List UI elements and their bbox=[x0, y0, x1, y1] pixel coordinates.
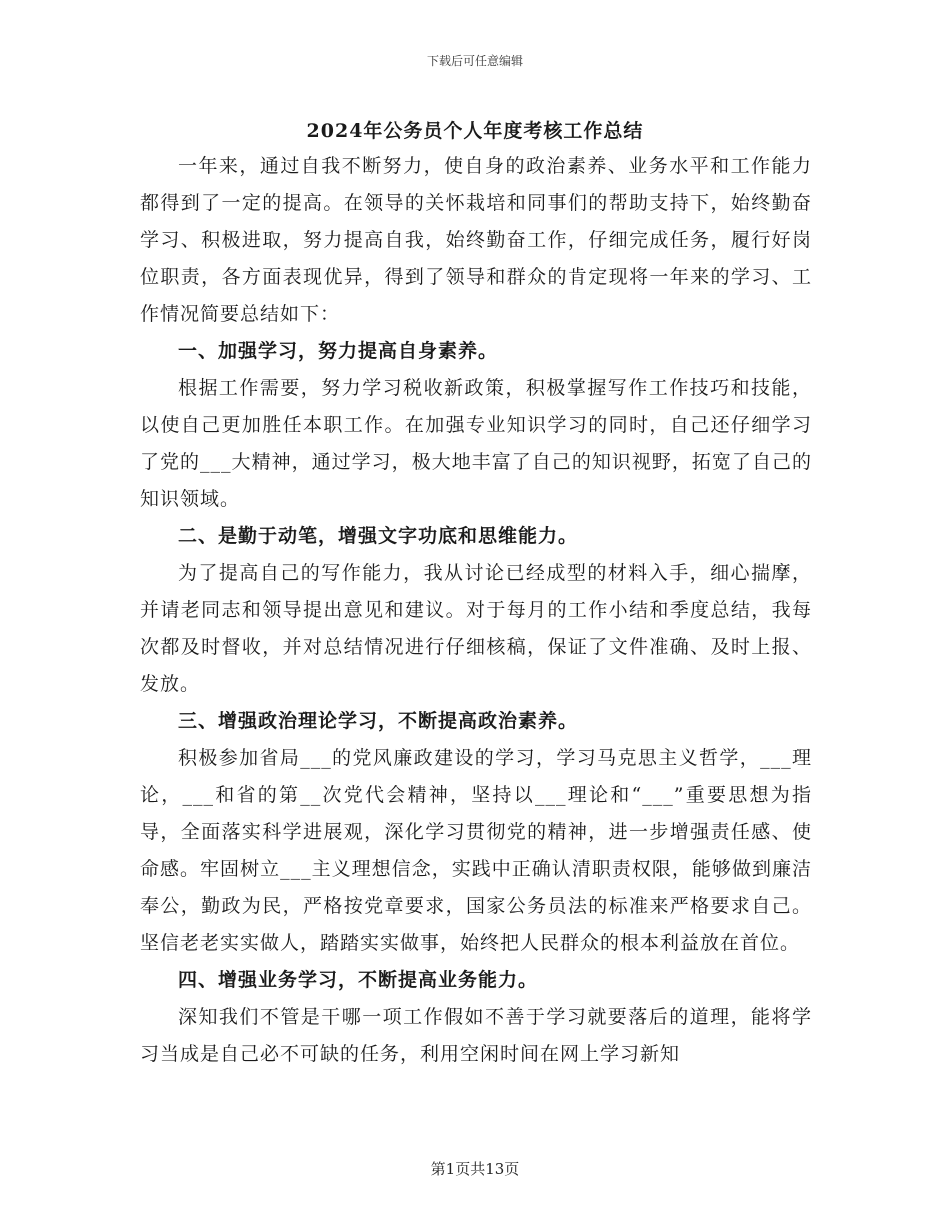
document-title: 2024年公务员个人年度考核工作总结 bbox=[306, 120, 644, 142]
section-heading-4: 四、增强业务学习，不断提高业务能力。 bbox=[178, 969, 539, 991]
section-heading-3: 三、增强政治理论学习，不断提高政治素养。 bbox=[178, 710, 579, 732]
intro-paragraph: 一年来，通过自我不断努力，使自身的政治素养、业务水平和工作能力都得到了一定的提高。在领导的关怀栽培和同事们的帮助支持下，始终勤奋学习、积极进取，努力提高自我，始终勤奋工作，仔细完成任务，履行好岗位职责，各方面表现优异，得到了领导和群众的肯定现将一年来的学习、工作情况简要总结如下： bbox=[140, 155, 812, 325]
document-body bbox=[140, 148, 812, 1073]
section-heading-2: 二、是勤于动笔，增强文字功底和思维能力。 bbox=[178, 525, 579, 547]
header-note: 下载后可任意编辑 bbox=[426, 54, 523, 68]
section-2-paragraph: 为了提高自己的写作能力，我从讨论已经成型的材料入手，细心揣摩，并请老同志和领导提出意见和建议。对于每月的工作小结和季度总结，我每次都及时督收，并对总结情况进行仔细核稿，保证了文件准确、及时上报、发放。 bbox=[140, 562, 812, 695]
section-heading-1: 一、加强学习，努力提高自身素养。 bbox=[178, 340, 499, 362]
section-1-paragraph: 根据工作需要，努力学习税收新政策，积极掌握写作工作技巧和技能，以使自己更加胜任本职工作。在加强专业知识学习的同时，自己还仔细学习了党的___大精神，通过学习，极大地丰富了自己的知识视野，拓宽了自己的知识领域。 bbox=[140, 377, 812, 510]
page-number-footer: 第1页共13页 bbox=[430, 1160, 520, 1178]
section-3-paragraph: 积极参加省局___的党风廉政建设的学习，学习马克思主义哲学，___理论，___和省的第__次党代会精神，坚持以___理论和“___”重要思想为指导，全面落实科学进展观，深化学习贯彻党的精神，进一步增强责任感、使命感。牢固树立___主义理想信念，实践中正确认清职责权限，能够做到廉洁奉公，勤政为民，严格按党章要求，国家公务员法的标准来严格要求自己。坚信老老实实做人，踏踏实实做事，始终把人民群众的根本利益放在首位。 bbox=[140, 747, 812, 954]
section-4-paragraph: 深知我们不管是干哪一项工作假如不善于学习就要落后的道理，能将学习当成是自己必不可缺的任务，利用空闲时间在网上学习新知 bbox=[140, 1006, 812, 1065]
